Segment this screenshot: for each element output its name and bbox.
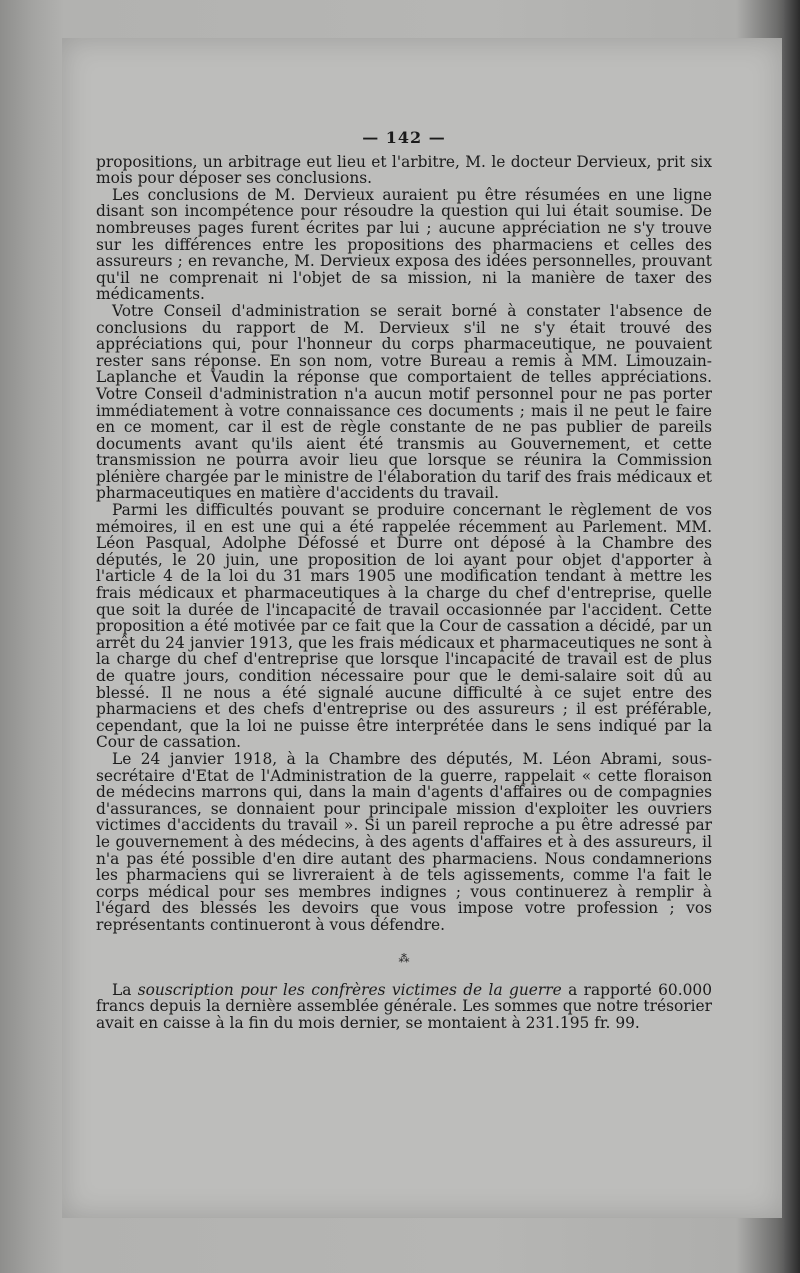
paragraph-2: Les conclusions de M. Dervieux auraient pu être résumées en une ligne disant son incompétence pour résoudre la question qui lui était soumise. De nombreuses pages furent écrites par lui ; aucune appréciation ne s'y trouve sur les différences entre les propositions des pharmaciens et celles des assureurs ; en revanche, M. Dervieux exposa des idées personnelles, prouvant qu'il ne comprenait ni l'objet de sa mission, ni la manière de taxer des médicaments. bbox=[96, 185, 712, 304]
final-lead: La bbox=[112, 980, 138, 999]
paragraph-3: Votre Conseil d'administration se serait borné à constater l'absence de conclusions du rapport de M. Dervieux s'il ne s'y était trouvé des appréciations qui, pour l'honneur du corps pharmaceutique, ne pouvaient rester sans réponse. En son nom, votre Bureau a remis à MM. Limouzain-Laplanche et Vaudin la réponse que comportaient de telles appréciations. Votre Conseil d'administration n'a aucun motif personnel pour ne pas porter immédiatement à votre connaissance ces documents ; mais il ne peut le faire en ce moment, car il est de règle constante de ne pas publier de pareils documents avant qu'ils aient été transmis au Gouvernement, et cette transmission ne pourra avoir lieu que lorsque se réunira la Commission plénière chargée par le ministre de l'élaboration du tarif des frais médicaux et pharmaceutiques en matière d'accidents du travail. bbox=[96, 301, 712, 503]
paragraph-final bbox=[96, 982, 712, 1032]
page-number: — 142 — bbox=[362, 128, 446, 147]
book-spine-edge bbox=[784, 0, 800, 1273]
asterism-separator: ⁂ bbox=[398, 951, 410, 965]
paragraph-5: Le 24 janvier 1918, à la Chambre des députés, M. Léon Abrami, sous-secrétaire d'Etat de l'Administration de la guerre, rappelait « cette floraison de médecins marrons qui, dans la main d'agents d'affaires ou de compagnies d'assurances, se donnaient pour principale mission d'exploiter les ouvriers victimes d'accidents du travail ». Si un pareil reproche a pu être adressé par le gouvernement à des médecins, à des agents d'affaires et à des assureurs, il n'a pas été possible d'en dire autant des pharmaciens. Nous condamnerions les pharmaciens qui se livreraient à de tels agissements, comme l'a fait le corps médical pour ses membres indignes ; vous continuerez à remplir à l'égard des blessés les devoirs que vous impose votre profession ; vos représentants continueront à vous défendre. bbox=[96, 749, 712, 934]
page-text bbox=[96, 130, 712, 1031]
final-rest: a rapporté 60.000 francs depuis la dernière assemblée générale. Les sommes que notre trésorier avait en caisse à la fin du mois dernier, se montaient à 231.195 fr. 99. bbox=[96, 980, 712, 1032]
paragraph-1: propositions, un arbitrage eut lieu et l'arbitre, M. le docteur Dervieux, prit six mois pour déposer ses conclusions. bbox=[96, 152, 712, 188]
final-italic-phrase: souscription pour les confrères victimes de la guerre bbox=[137, 980, 562, 999]
paragraph-4: Parmi les difficultés pouvant se produire concernant le règlement de vos mémoires, il en est une qui a été rappelée récemment au Parlement. MM. Léon Pasqual, Adolphe Défossé et Durre ont déposé à la Chambre des députés, le 20 juin, une proposition de loi ayant pour objet d'apporter à l'article 4 de la loi du 31 mars 1905 une modification tendant à mettre les frais médicaux et pharmaceutiques à la charge du chef d'entreprise, quelle que soit la durée de l'incapacité de travail occasionnée par l'accident. Cette proposition a été motivée par ce fait que la Cour de cassation a décidé, par un arrêt du 24 janvier 1913, que les frais médicaux et pharmaceutiques ne sont à la charge du chef d'entreprise que lorsque l'incapacité de travail est de plus de quatre jours, condition nécessaire pour que le demi-salaire soit dû au blessé. Il ne nous a été signalé aucune difficulté à ce sujet entre des pharmaciens et des chefs d'entreprise ou des assureurs ; il est préférable, cependant, que la loi ne puisse être interprétée dans le sens indiqué par la Cour de cassation. bbox=[96, 501, 712, 752]
